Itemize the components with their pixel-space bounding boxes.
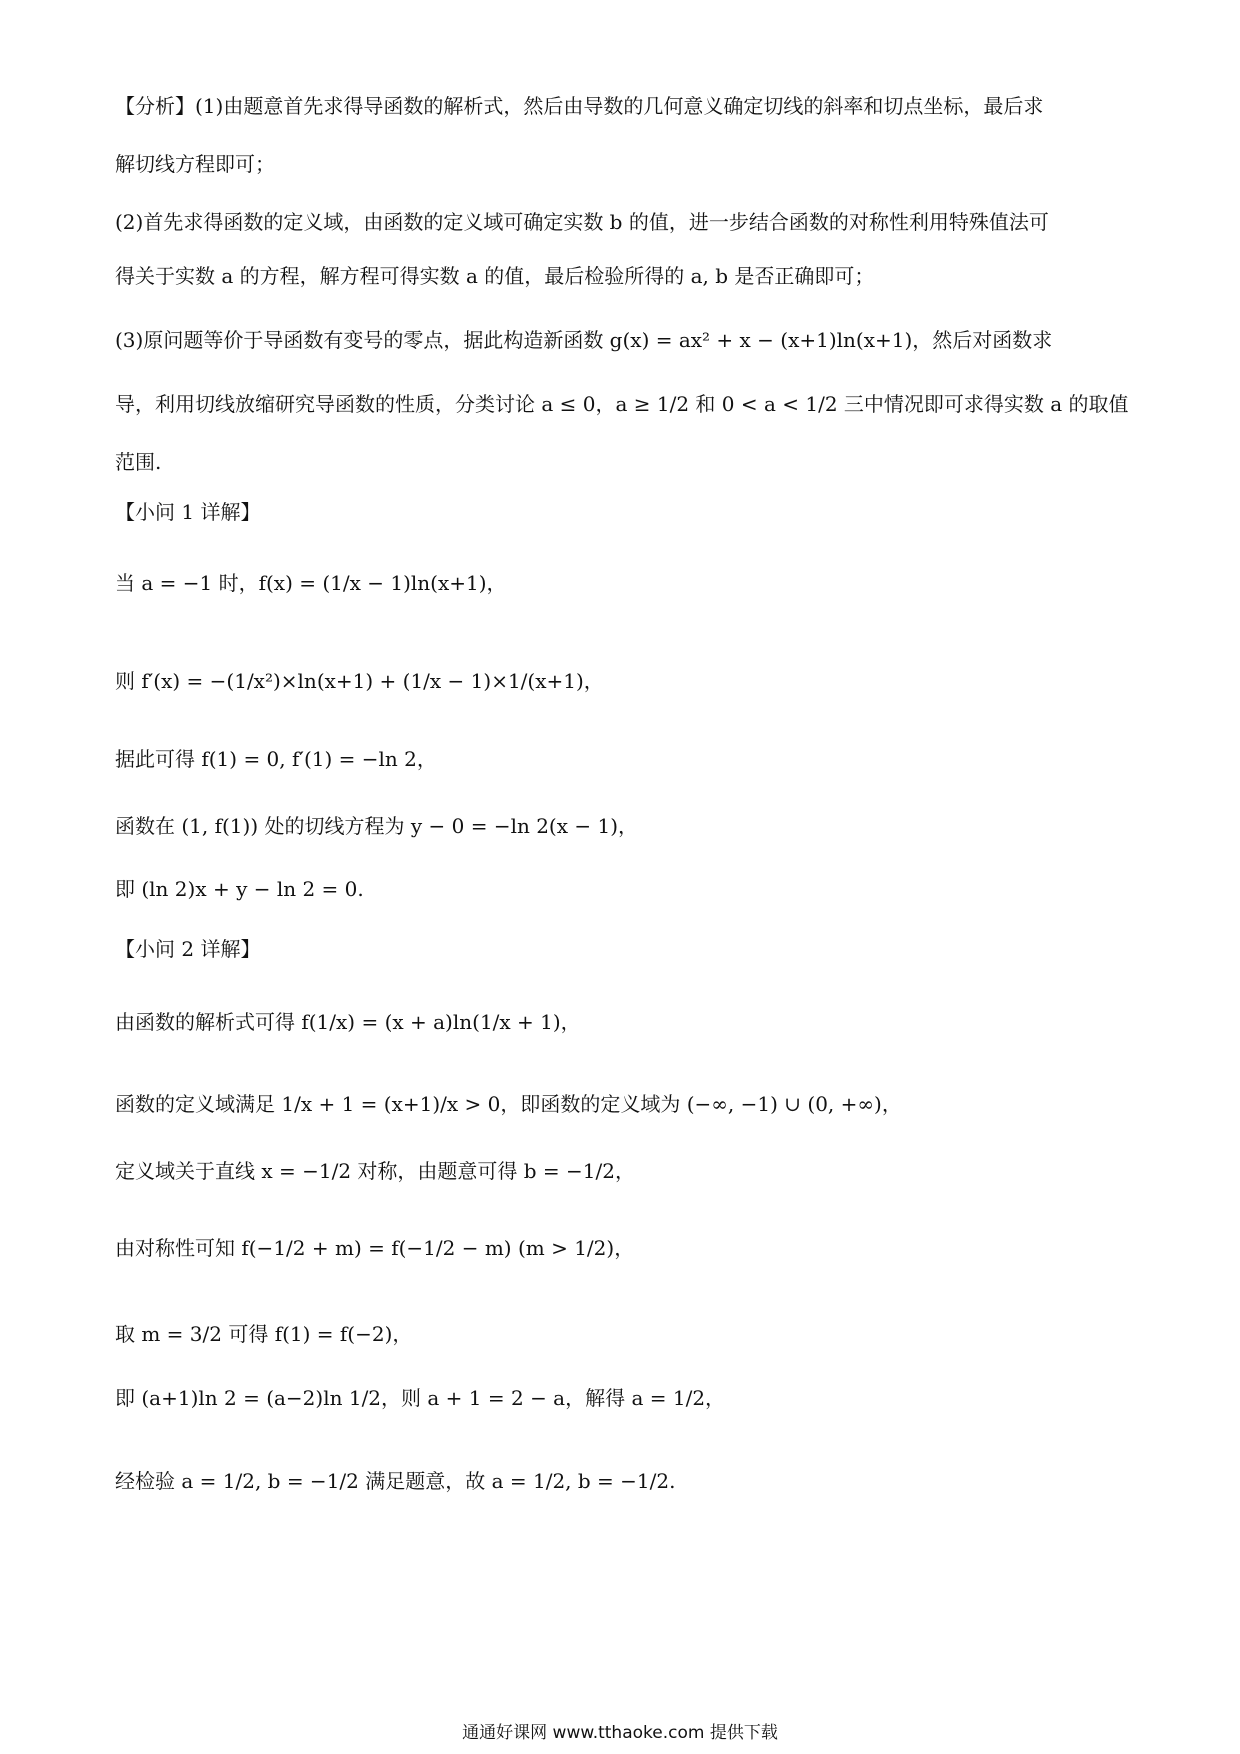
part2-line-4: 由对称性可知 f(−1/2 + m) = f(−1/2 − m) (m > 1/2)， [115,1236,635,1260]
part2-line-1: 由函数的解析式可得 f(1/x) = (x + a)ln(1/x + 1)， [115,1010,581,1034]
part1-line-2: 则 f′(x) = −(1/x²)×ln(x+1) + (1/x − 1)×1/(x+1)， [115,669,604,693]
analysis-line-5: (3)原问题等价于导函数有变号的零点，据此构造新函数 g(x) = ax² + x − (x+1)ln(x+1)，然后对函数求 [115,328,1053,352]
analysis-line-1: 【分析】(1)由题意首先求得导函数的解析式，然后由导数的几何意义确定切线的斜率和切点坐标，最后求 [115,94,1044,118]
part1-line-3: 据此可得 f(1) = 0, f′(1) = −ln 2， [115,747,437,771]
part1-line-1: 当 a = −1 时，f(x) = (1/x − 1)ln(x+1)， [115,571,507,595]
part2-line-5: 取 m = 3/2 可得 f(1) = f(−2)， [115,1322,413,1346]
part2-line-7: 经检验 a = 1/2, b = −1/2 满足题意，故 a = 1/2, b = −1/2. [115,1469,676,1493]
analysis-line-6: 导，利用切线放缩研究导函数的性质，分类讨论 a ≤ 0，a ≥ 1/2 和 0 < a < 1/2 三中情况即可求得实数 a 的取值 [115,392,1129,416]
part1-header: 【小问 1 详解】 [115,500,261,524]
analysis-line-3: (2)首先求得函数的定义域，由函数的定义域可确定实数 b 的值，进一步结合函数的对称性利用特殊值法可 [115,210,1049,234]
part1-line-4: 函数在 (1, f(1)) 处的切线方程为 y − 0 = −ln 2(x − 1)， [115,814,639,838]
part2-header: 【小问 2 详解】 [115,937,261,961]
part1-line-5: 即 (ln 2)x + y − ln 2 = 0. [115,877,364,901]
part2-line-6: 即 (a+1)ln 2 = (a−2)ln 1/2，则 a + 1 = 2 − a，解得 a = 1/2， [115,1386,726,1410]
analysis-line-4: 得关于实数 a 的方程，解方程可得实数 a 的值，最后检验所得的 a, b 是否正确即可； [115,264,875,288]
footer-watermark: 通通好课网 www.tthaoke.com 提供下载 [462,1723,778,1743]
part2-line-2: 函数的定义域满足 1/x + 1 = (x+1)/x > 0，即函数的定义域为 (−∞, −1) ∪ (0, +∞)， [115,1092,902,1116]
part2-line-3: 定义域关于直线 x = −1/2 对称，由题意可得 b = −1/2， [115,1159,635,1183]
analysis-line-7: 范围. [115,450,162,474]
analysis-line-2: 解切线方程即可； [115,152,275,176]
